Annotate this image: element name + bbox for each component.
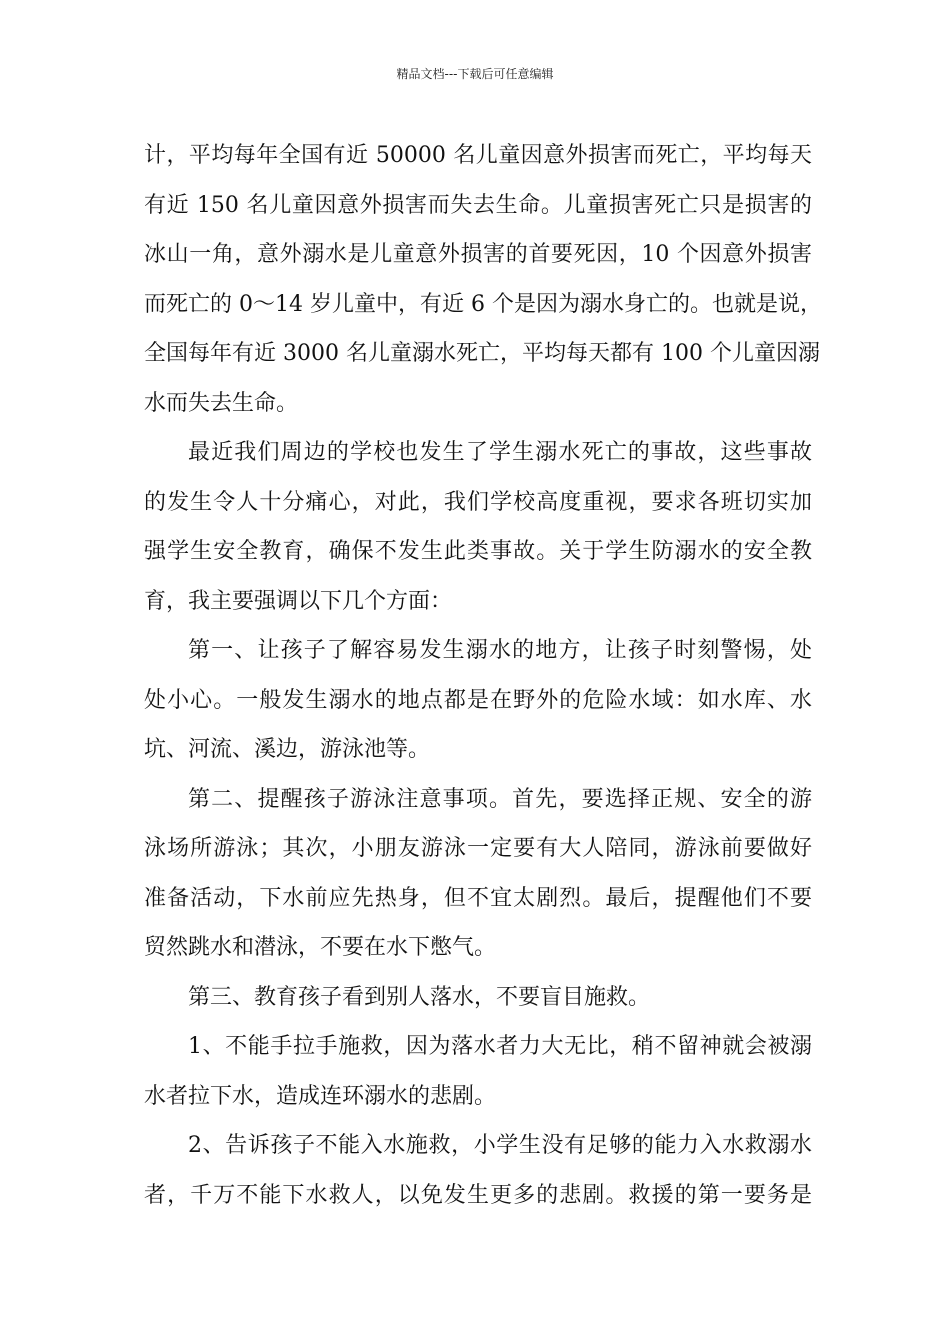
- page-header: 精品文档---下载后可任意编辑: [396, 67, 554, 81]
- text-line: 育，我主要强调以下几个方面：: [144, 588, 453, 614]
- text-line: 第三、教育孩子看到别人落水，不要盲目施救。: [188, 984, 651, 1010]
- text-line: 最近我们周边的学校也发生了学生溺水死亡的事故，这些事故: [188, 440, 812, 465]
- text-line: 有近 150 名儿童因意外损害而失去生命。儿童损害死亡只是损害的: [144, 192, 812, 218]
- text-line: 冰山一角，意外溺水是儿童意外损害的首要死因，10 个因意外损害: [144, 242, 812, 267]
- text-line: 水者拉下水，造成连环溺水的悲剧。: [144, 1083, 497, 1109]
- text-line: 第二、提醒孩子游泳注意事项。首先，要选择正规、安全的游: [188, 786, 812, 812]
- text-line: 处小心。一般发生溺水的地点都是在野外的危险水域：如水库、水: [144, 687, 812, 713]
- text-line: 强学生安全教育，确保不发生此类事故。关于学生防溺水的安全教: [144, 539, 812, 564]
- text-line: 而死亡的 0～14 岁儿童中，有近 6 个是因为溺水身亡的。也就是说，: [144, 291, 822, 317]
- text-line: 准备活动，下水前应先热身，但不宜太剧烈。最后，提醒他们不要: [144, 885, 812, 911]
- text-line: 计，平均每年全国有近 50000 名儿童因意外损害而死亡，平均每天: [144, 143, 812, 168]
- text-line: 的发生令人十分痛心，对此，我们学校高度重视，要求各班切实加: [144, 489, 812, 515]
- text-line: 全国每年有近 3000 名儿童溺水死亡，平均每天都有 100 个儿童因溺: [144, 341, 820, 366]
- text-line: 坑、河流、溪边，游泳池等。: [144, 737, 431, 762]
- text-line: 1、不能手拉手施救，因为落水者力大无比，稍不留神就会被溺: [188, 1034, 812, 1059]
- text-line: 贸然跳水和潜泳，不要在水下憋气。: [144, 935, 497, 960]
- text-line: 2、告诉孩子不能入水施救，小学生没有足够的能力入水救溺水: [188, 1133, 812, 1158]
- document-body: [144, 131, 822, 1220]
- text-line: 者，千万不能下水救人，以免发生更多的悲剧。救援的第一要务是: [144, 1182, 812, 1208]
- text-line: 第一、让孩子了解容易发生溺水的地方，让孩子时刻警惕，处: [188, 638, 812, 663]
- text-line: 泳场所游泳；其次，小朋友游泳一定要有大人陪同，游泳前要做好: [144, 836, 812, 861]
- text-line: 水而失去生命。: [144, 390, 299, 416]
